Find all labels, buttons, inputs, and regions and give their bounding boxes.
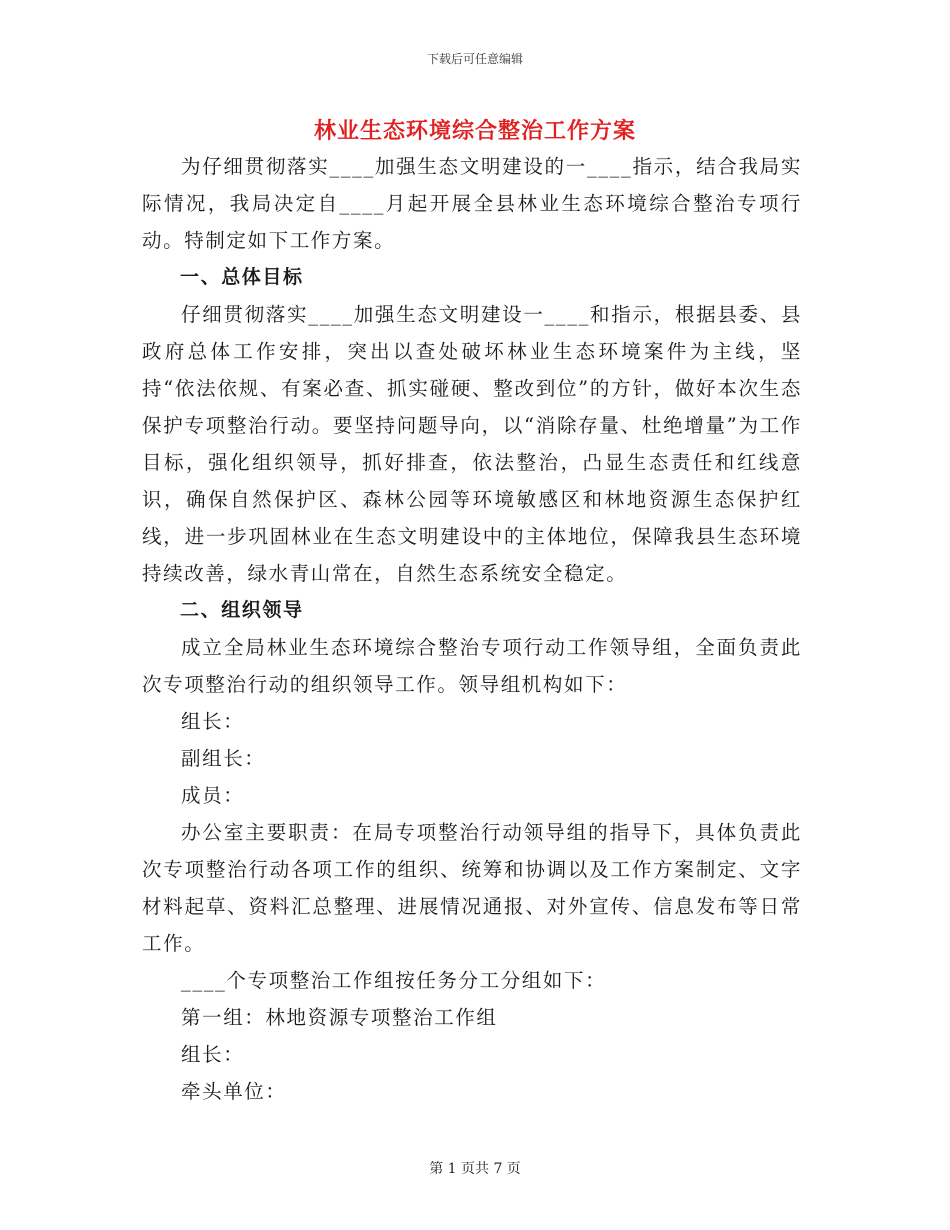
- document-body: [142, 148, 802, 1110]
- paragraph-groups: ____个专项整治工作组按任务分工分组如下：: [181, 969, 607, 992]
- line-deputy-leader: 副组长：: [181, 747, 266, 770]
- paragraph-goals: 仔细贯彻落实____加强生态文明建设一____和指示，根据县委、县政府总体工作安排，突出以查处破坏林业生态环境案件为主线，坚持“依法依规、有案必查、抓实碰硬、整改到位”的方针，做好本次生态保护专项整治行动。要坚持问题导向，以“消除存量、杜绝增量”为工作目标，强化组织领导，抓好排查，依法整治，凸显生态责任和红线意识，确保自然保护区、森林公园等环境敏感区和林地资源生态保护红线，进一步巩固林业在生态文明建设中的主体地位，保障我县生态环境持续改善，绿水青山常在，自然生态系统安全稳定。: [142, 303, 802, 585]
- line-group-one-unit: 牵头单位：: [181, 1080, 287, 1103]
- line-group-one: 第一组：林地资源专项整治工作组: [181, 1006, 498, 1029]
- section-heading-leadership: 二、组织领导: [180, 599, 304, 621]
- paragraph-office-duties: 办公室主要职责：在局专项整治行动领导组的指导下，具体负责此次专项整治行动各项工作的组织、统筹和协调以及工作方案制定、文字材料起草、资料汇总整理、进展情况通报、对外宣传、信息发布等日常工作。: [142, 821, 802, 955]
- line-members: 成员：: [181, 784, 245, 807]
- section-heading-goals: 一、总体目标: [180, 266, 304, 288]
- line-group-one-leader: 组长：: [181, 1043, 245, 1066]
- paragraph-intro: 为仔细贯彻落实____加强生态文明建设的一____指示，结合我局实际情况，我局决定自____月起开展全县林业生态环境综合整治专项行动。特制定如下工作方案。: [142, 155, 802, 252]
- page-footer: 第 1 页共 7 页: [429, 1161, 521, 1177]
- page-header: 下载后可任意编辑: [426, 52, 523, 66]
- line-leader: 组长：: [181, 710, 245, 733]
- paragraph-leadership: 成立全局林业生态环境综合整治专项行动工作领导组，全面负责此次专项整治行动的组织领导工作。领导组机构如下：: [142, 636, 802, 696]
- document-title: 林业生态环境综合整治工作方案: [313, 118, 636, 144]
